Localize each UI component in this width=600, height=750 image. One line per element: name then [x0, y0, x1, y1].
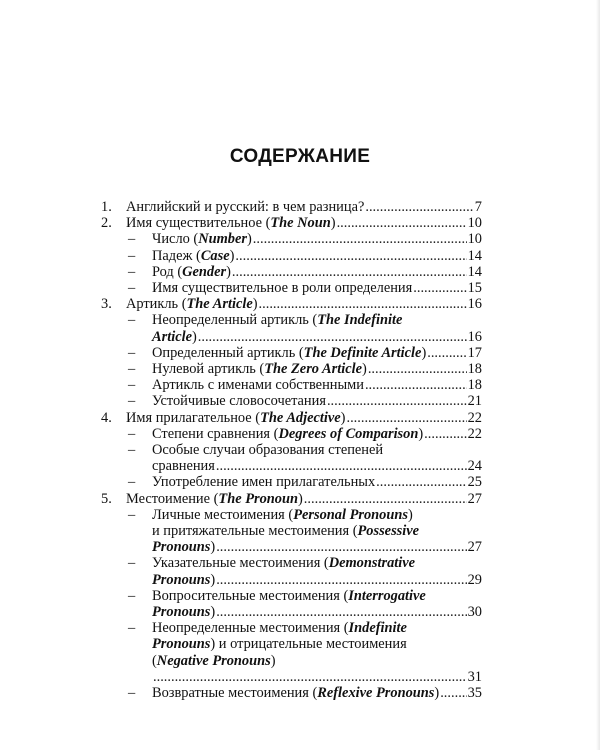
english-term: Demonstrative — [328, 555, 416, 572]
dot-leader — [304, 491, 467, 507]
english-term: Pronouns — [152, 604, 211, 621]
entry-text: Имя существительное ( — [126, 215, 271, 232]
english-term: Number — [198, 231, 247, 248]
toc-chapter[interactable] — [92, 199, 482, 215]
entry-title — [152, 231, 252, 247]
entry-line — [126, 410, 482, 426]
page-number: 18 — [467, 361, 482, 378]
entry-text: ) — [298, 490, 303, 507]
entry-text: ( — [152, 652, 157, 669]
dot-leader — [376, 474, 466, 490]
english-term: The Definite Article — [303, 344, 422, 361]
english-term: Article — [152, 328, 192, 345]
english-term: The Adjective — [260, 409, 341, 426]
entry-continuation-line — [152, 523, 482, 539]
page-number: 10 — [467, 231, 482, 248]
entry-text: Определенный артикль ( — [152, 344, 304, 361]
dash-marker: – — [128, 393, 136, 410]
english-term: Gender — [182, 263, 227, 280]
entry-line — [126, 296, 482, 312]
page-number: 14 — [467, 247, 482, 264]
entry-line — [152, 685, 482, 701]
chapter-number: 5. — [101, 490, 112, 507]
english-term: The Indefinite — [317, 312, 403, 329]
english-term: Pronouns — [152, 636, 211, 653]
entry-line — [152, 361, 482, 377]
entry-text: ) — [421, 344, 427, 361]
page-number: 29 — [467, 571, 482, 588]
entry-text: Английский и русский: в чем разница? — [126, 199, 365, 215]
entry-text: ) — [247, 231, 252, 248]
entry-line — [152, 393, 482, 409]
page-title: СОДЕРЖАНИЕ — [229, 146, 371, 167]
toc-subentry[interactable] — [92, 361, 482, 377]
dot-leader — [216, 458, 467, 474]
dash-marker: – — [128, 555, 136, 572]
entry-text: Артикль ( — [126, 296, 187, 313]
dash-marker: – — [128, 620, 136, 637]
page-number: 25 — [467, 474, 482, 491]
toc-subentry[interactable] — [92, 248, 482, 264]
dash-marker: – — [128, 231, 136, 248]
entry-continuation-line — [152, 312, 482, 328]
entry-text: Степени сравнения ( — [152, 425, 279, 442]
page-number: 27 — [467, 539, 482, 556]
toc-subentry[interactable] — [92, 231, 482, 247]
entry-title — [152, 572, 215, 588]
dash-marker: – — [128, 425, 136, 442]
toc-subentry[interactable] — [92, 377, 482, 393]
page-number: 30 — [467, 604, 482, 621]
dot-leader — [365, 377, 467, 393]
entry-continuation-line — [152, 507, 482, 523]
toc-subentry[interactable] — [92, 393, 482, 409]
page-number: 16 — [467, 328, 482, 345]
entry-continuation-line — [152, 442, 482, 458]
entry-line — [152, 280, 482, 296]
dot-leader — [346, 410, 466, 426]
entry-line — [152, 248, 482, 264]
entry-text: Неопределенный артикль ( — [152, 312, 318, 329]
entry-continuation-line — [152, 636, 482, 652]
entry-title — [152, 345, 426, 361]
entry-text: ) — [191, 328, 197, 345]
dot-leader — [424, 426, 466, 442]
page-number: 7 — [474, 199, 482, 215]
entry-title — [126, 199, 364, 215]
dash-marker: – — [128, 280, 136, 297]
entry-title — [152, 393, 326, 409]
english-term: Pronouns — [152, 539, 211, 556]
english-term: Negative Pronouns — [156, 652, 271, 669]
entry-text: Артикль с именами собственными — [152, 377, 364, 394]
entry-text: ) — [210, 604, 216, 621]
entry-text: Употребление имен прилагательных — [152, 474, 376, 491]
chapter-number: 1. — [101, 199, 112, 215]
dash-marker: – — [128, 685, 136, 702]
entry-text: ) — [226, 263, 231, 280]
dot-leader — [440, 685, 466, 701]
page-number: 18 — [467, 377, 482, 394]
entry-line — [152, 604, 482, 620]
toc-chapter[interactable] — [92, 410, 482, 426]
toc-subentry[interactable] — [92, 426, 482, 442]
toc-subentry[interactable] — [92, 312, 482, 344]
entry-title — [152, 361, 367, 377]
entry-title — [152, 474, 375, 490]
dot-leader — [337, 215, 467, 231]
entry-text: Возвратные местоимения ( — [152, 685, 318, 702]
dot-leader — [216, 539, 466, 555]
entry-text: ) — [210, 539, 216, 556]
entry-line — [126, 491, 482, 507]
entry-text: Имя прилагательное ( — [126, 409, 261, 426]
entry-line — [152, 539, 482, 555]
entry-text: ) — [407, 506, 413, 523]
english-term: Pronouns — [152, 571, 211, 588]
page-number: 14 — [467, 263, 482, 280]
toc-chapter[interactable] — [92, 215, 482, 231]
entry-text: Указательные местоимения ( — [152, 555, 329, 572]
dot-leader — [232, 264, 467, 280]
toc-subentry[interactable] — [92, 280, 482, 296]
entry-text: Личные местоимения ( — [152, 506, 294, 523]
page-number: 24 — [467, 458, 482, 475]
dash-marker: – — [128, 312, 136, 329]
page-number: 22 — [467, 409, 482, 426]
toc-subentry[interactable] — [92, 442, 482, 474]
entry-text: ) — [434, 685, 440, 702]
entry-line — [152, 329, 482, 345]
dot-leader — [413, 280, 466, 296]
entry-text: сравнения — [152, 458, 215, 475]
english-term: Personal Pronouns — [293, 506, 408, 523]
toc-chapter[interactable] — [92, 296, 482, 312]
dot-leader — [368, 361, 467, 377]
entry-continuation-line — [152, 653, 482, 669]
page-number: 15 — [467, 280, 482, 297]
entry-line — [126, 199, 482, 215]
entry-title — [152, 377, 364, 393]
entry-continuation-line — [152, 588, 482, 604]
entry-text: Имя существительное в роли определения — [152, 280, 413, 297]
chapter-number: 2. — [101, 215, 112, 232]
english-term: Interrogative — [348, 587, 426, 604]
english-term: The Noun — [270, 215, 331, 232]
dot-leader — [198, 329, 467, 345]
entry-text: Вопросительные местоимения ( — [152, 587, 349, 604]
dash-marker: – — [128, 377, 136, 394]
entry-line — [152, 345, 482, 361]
entry-continuation-line — [152, 620, 482, 636]
entry-text: ) — [330, 215, 336, 232]
entry-line — [152, 377, 482, 393]
dash-marker: – — [128, 247, 136, 264]
page-number: 16 — [467, 296, 482, 313]
english-term: Reflexive Pronouns — [317, 685, 435, 702]
entry-text: ) — [210, 571, 216, 588]
entry-title — [126, 296, 258, 312]
dot-leader — [216, 604, 466, 620]
entry-title — [152, 426, 423, 442]
english-term: Case — [200, 247, 230, 264]
dot-leader — [216, 572, 466, 588]
english-term: Indefinite — [348, 620, 407, 637]
dash-marker: – — [128, 587, 136, 604]
dot-leader — [253, 231, 467, 247]
entry-text: ) — [229, 247, 235, 264]
entry-line — [126, 215, 482, 231]
entry-line — [152, 458, 482, 474]
chapter-number: 4. — [101, 409, 112, 426]
toc-subentry[interactable] — [92, 685, 482, 701]
entry-line — [152, 426, 482, 442]
page-number: 21 — [467, 393, 482, 410]
entry-title — [152, 264, 231, 280]
entry-text: Число ( — [152, 231, 199, 248]
english-term: The Zero Article — [264, 361, 363, 378]
toc-subentry[interactable] — [92, 474, 482, 490]
dot-leader — [327, 393, 467, 409]
dot-leader — [259, 296, 467, 312]
entry-text: Неопределенные местоимения ( — [152, 620, 349, 637]
entry-title — [152, 539, 215, 555]
entry-title — [152, 458, 215, 474]
entry-line — [152, 474, 482, 490]
entry-line — [152, 669, 482, 685]
page-number: 35 — [467, 685, 482, 702]
page-number: 10 — [467, 215, 482, 232]
entry-line — [152, 264, 482, 280]
entry-text: Особые случаи образования степеней — [152, 442, 384, 459]
entry-text: ) — [270, 652, 276, 669]
entry-text: Нулевой артикль ( — [152, 361, 265, 378]
entry-text: ) — [340, 409, 346, 426]
toc-subentry[interactable] — [92, 620, 482, 685]
page-number: 17 — [467, 344, 482, 361]
page-number: 22 — [467, 425, 482, 442]
entry-text: ) — [418, 425, 424, 442]
dot-leader — [235, 248, 466, 264]
dash-marker: – — [128, 361, 136, 378]
dot-leader — [153, 669, 467, 685]
entry-text: и притяжательные местоимения ( — [152, 523, 358, 540]
page-number: 27 — [467, 490, 482, 507]
entry-text: Падеж ( — [152, 247, 201, 264]
toc-subentry[interactable] — [92, 588, 482, 620]
entry-title — [126, 410, 345, 426]
english-term: Degrees of Comparison — [278, 425, 419, 442]
scan-edge — [596, 0, 600, 750]
chapter-number: 3. — [101, 296, 112, 313]
entry-text: ) — [362, 361, 367, 378]
entry-text: Местоимение ( — [126, 490, 219, 507]
entry-text: ) и отрицательные местоимения — [210, 636, 407, 653]
dash-marker: – — [128, 263, 136, 280]
entry-title — [126, 491, 303, 507]
table-of-contents — [92, 199, 482, 701]
english-term: The Article — [186, 296, 253, 313]
dash-marker: – — [128, 344, 136, 361]
entry-title — [152, 280, 412, 296]
dash-marker: – — [128, 474, 136, 491]
toc-subentry[interactable] — [92, 345, 482, 361]
entry-text: Род ( — [152, 263, 183, 280]
entry-line — [152, 231, 482, 247]
dash-marker: – — [128, 442, 136, 459]
dot-leader — [427, 345, 466, 361]
dash-marker: – — [128, 506, 136, 523]
entry-title — [152, 248, 234, 264]
entry-line — [152, 572, 482, 588]
english-term: The Pronoun — [218, 490, 298, 507]
entry-text: Устойчивые словосочетания — [152, 393, 326, 410]
page-number: 31 — [467, 668, 482, 685]
entry-title — [126, 215, 336, 231]
english-term: Possessive — [357, 523, 420, 540]
toc-subentry[interactable] — [92, 555, 482, 587]
toc-chapter[interactable] — [92, 491, 482, 507]
entry-continuation-line — [152, 555, 482, 571]
entry-title — [152, 604, 215, 620]
entry-text: ) — [252, 296, 258, 313]
dot-leader — [365, 199, 473, 215]
toc-subentry[interactable] — [92, 507, 482, 556]
entry-title — [152, 329, 197, 345]
toc-subentry[interactable] — [92, 264, 482, 280]
entry-title — [152, 685, 439, 701]
